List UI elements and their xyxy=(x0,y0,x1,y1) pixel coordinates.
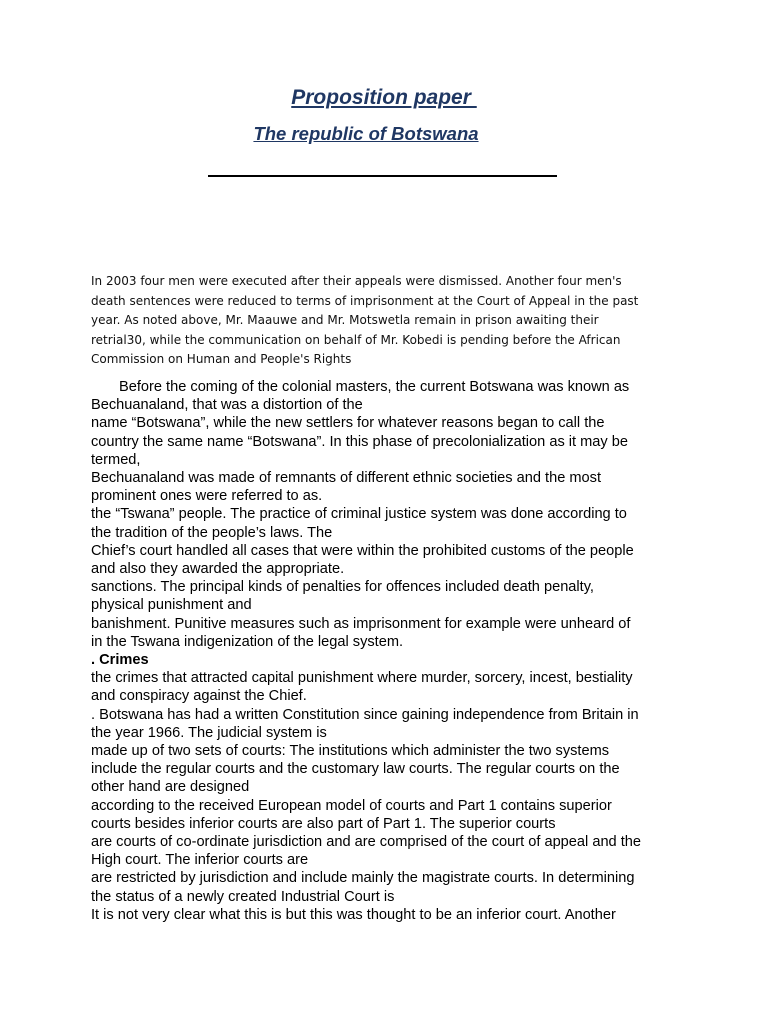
body-line: sanctions. The principal kinds of penalties for offences included death penalty, xyxy=(91,579,594,596)
horizontal-rule xyxy=(208,175,557,177)
body-line: physical punishment and xyxy=(91,597,252,614)
body-line: Chief’s court handled all cases that were within the prohibited customs of the people xyxy=(91,542,634,559)
document-subtitle: The republic of Botswana xyxy=(253,123,479,144)
abstract-line: retrial30, while the communication on behalf of Mr. Kobedi is pending before the African xyxy=(91,332,621,347)
body-line: made up of two sets of courts: The institutions which administer the two systems xyxy=(91,743,610,760)
body-line: Bechuanaland, that was a distortion of the xyxy=(91,397,363,414)
abstract-paragraph xyxy=(91,272,681,370)
body-line: termed, xyxy=(91,451,141,468)
body-line: the crimes that attracted capital punishment where murder, sorcery, incest, bestiality xyxy=(91,670,633,687)
body-line: Bechuanaland was made of remnants of different ethnic societies and the most xyxy=(91,470,602,487)
body-line: the “Tswana” people. The practice of criminal justice system was done according to xyxy=(91,506,627,523)
body-line: are restricted by jurisdiction and include mainly the magistrate courts. In determining xyxy=(91,870,635,887)
body-text xyxy=(91,378,681,924)
body-line: in the Tswana indigenization of the legal system. xyxy=(91,633,404,650)
document-title: Proposition paper xyxy=(291,86,477,109)
body-line: Before the coming of the colonial masters, the current Botswana was known as xyxy=(119,379,630,395)
body-line: according to the received European model of courts and Part 1 contains superior xyxy=(91,797,612,814)
body-line: and conspiracy against the Chief. xyxy=(91,688,307,705)
abstract-line: death sentences were reduced to terms of imprisonment at the Court of Appeal in the past xyxy=(91,293,639,308)
body-line: name “Botswana”, while the new settlers for whatever reasons began to call the xyxy=(91,415,605,432)
body-line: the status of a newly created Industrial Court is xyxy=(91,888,395,905)
body-line: It is not very clear what this is but this was thought to be an inferior court. Another xyxy=(91,906,616,923)
body-line: . Botswana has had a written Constitution since gaining independence from Britain in xyxy=(91,706,639,723)
body-line: country the same name “Botswana”. In this phase of precolonialization as it may be xyxy=(91,433,629,450)
crimes-heading: . Crimes xyxy=(91,652,149,669)
body-line: the tradition of the people’s laws. The xyxy=(91,524,333,541)
body-line: are courts of co-ordinate jurisdiction and are comprised of the court of appeal and the xyxy=(91,834,642,851)
abstract-line: year. As noted above, Mr. Maauwe and Mr. Motswetla remain in prison awaiting their xyxy=(91,313,599,327)
body-line: High court. The inferior courts are xyxy=(91,852,309,869)
abstract-line: In 2003 four men were executed after their appeals were dismissed. Another four men's xyxy=(91,274,622,288)
body-line: prominent ones were referred to as. xyxy=(91,488,323,505)
body-line: courts besides inferior courts are also part of Part 1. The superior courts xyxy=(91,815,556,832)
body-line: the year 1966. The judicial system is xyxy=(91,724,327,741)
body-line: include the regular courts and the customary law courts. The regular courts on the xyxy=(91,761,620,778)
body-line: banishment. Punitive measures such as imprisonment for example were unheard of xyxy=(91,615,631,632)
body-line: other hand are designed xyxy=(91,779,250,796)
abstract-line: Commission on Human and People's Rights xyxy=(91,352,352,366)
body-line: and also they awarded the appropriate. xyxy=(91,561,345,578)
